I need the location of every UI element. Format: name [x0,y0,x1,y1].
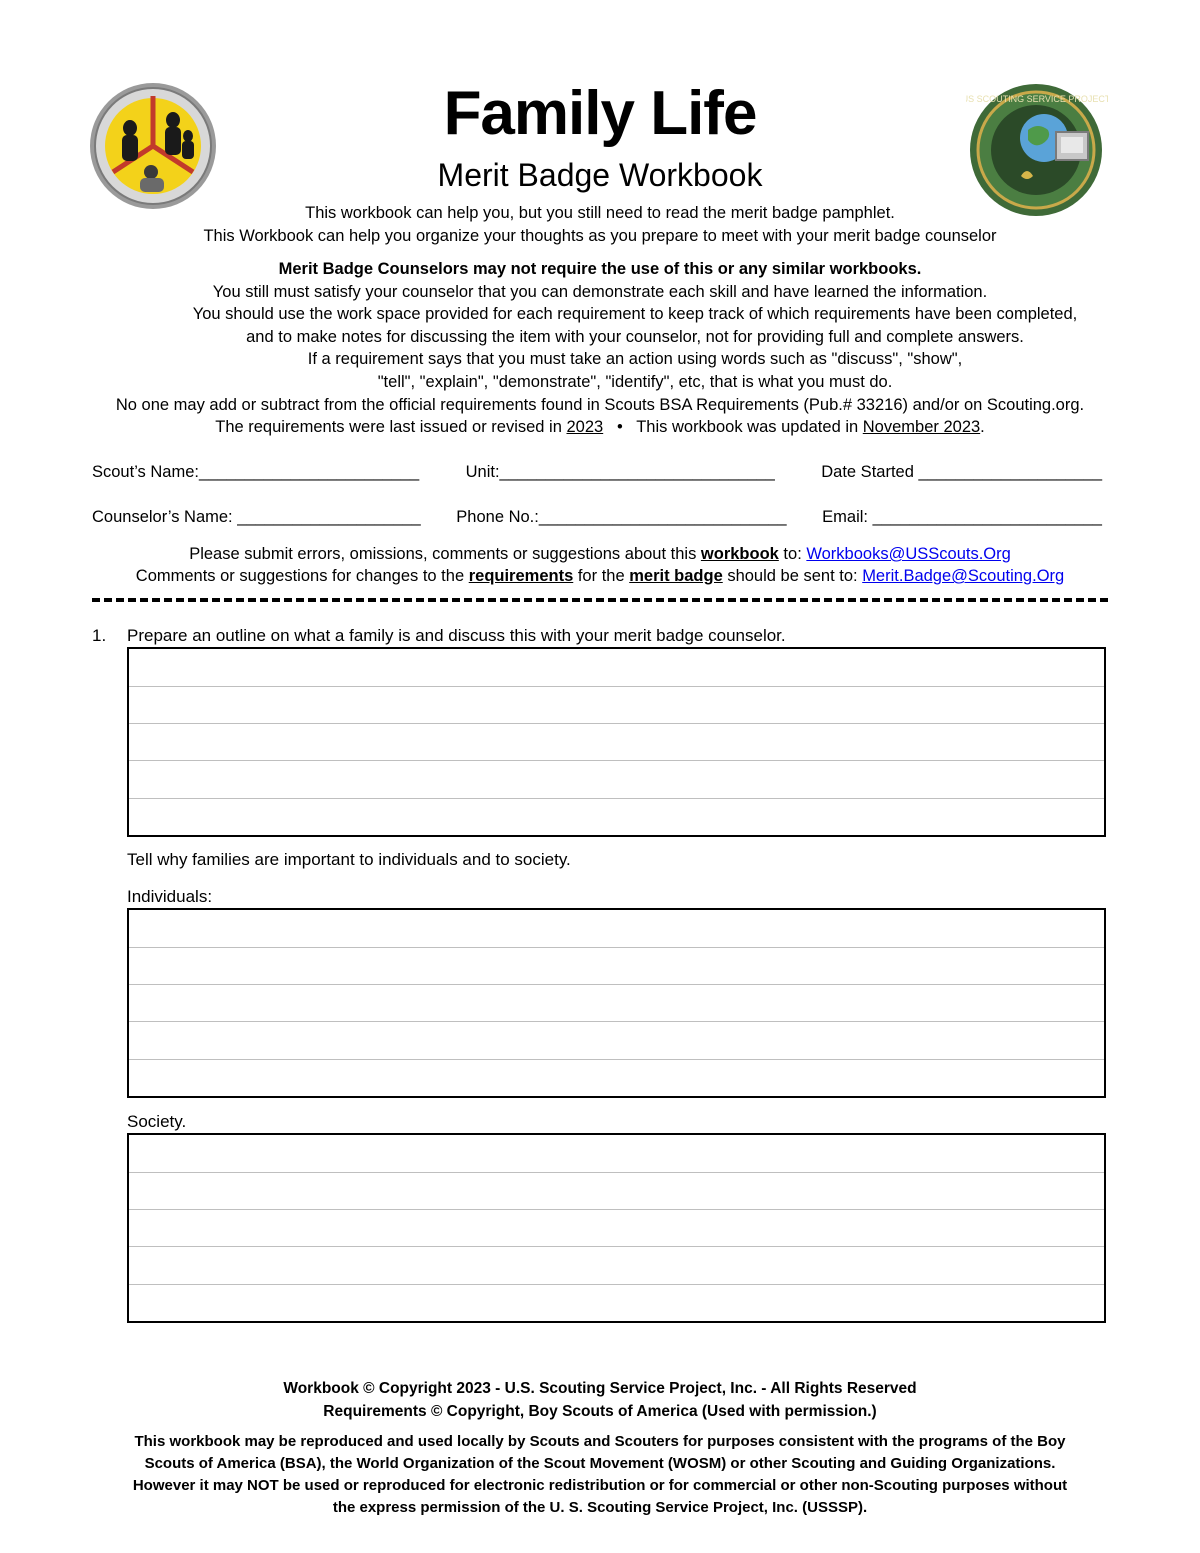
workbooks-email-link[interactable]: Workbooks@USScouts.Org [806,545,1011,563]
answer-line [129,1059,1104,1060]
submit-line-1 [0,543,1200,566]
intro-line-4: You should use the work space provided for each requirement to keep track of which requirements have been completed, [192,305,1078,323]
requirement-1-text: Prepare an outline on what a family is and discuss this with your merit badge counselor. [127,626,786,645]
intro-bold-line: Merit Badge Counselors may not require the use of this or any similar workbooks. [278,260,922,278]
answer-line [129,723,1104,724]
submit-text-1: Please submit errors, omissions, comments or suggestions about this [189,545,701,563]
scout-info-row [92,463,1102,482]
unit-field[interactable]: Unit:______________________________ [465,463,775,481]
tell-why-prompt: Tell why families are important to individuals and to society. [127,850,571,869]
usssp-logo-text: US SCOUTING SERVICE PROJECT [966,94,1108,104]
intro-line-5: and to make notes for discussing the item with your counselor, not for providing full and complete answers. [246,328,1024,346]
intro-line-2: This Workbook can help you organize your thoughts as you prepare to meet with your merit badge counselor [203,227,997,245]
outline-answer-box[interactable] [127,647,1106,837]
merit-badge-email-link[interactable]: Merit.Badge@Scouting.Org [862,567,1065,585]
updated-date: November 2023 [862,418,981,436]
submit-text-3: Comments or suggestions for changes to the [135,567,469,585]
footer-license-1: This workbook may be reproduced and used locally by Scouts and Scouters for purposes consistent with the programs of the Boy [134,1433,1066,1450]
updated-prefix: This workbook was updated in [636,418,863,436]
workbook-word: workbook [700,545,779,563]
answer-line [129,1209,1104,1210]
society-label: Society. [127,1112,187,1131]
updated-suffix: . [980,418,985,436]
intro-line-3: You still must satisfy your counselor that you can demonstrate each skill and have learned the information. [212,283,988,301]
bullet-separator: • [616,418,623,436]
answer-line [129,947,1104,948]
answer-line [129,760,1104,761]
counselor-info-row [92,508,1102,527]
requirement-1-number: 1. [92,626,107,645]
intro-line-6: If a requirement says that you must take an action using words such as "discuss", "show", [307,350,963,368]
answer-line [129,1284,1104,1285]
submit-text-5: should be sent to: [722,567,863,585]
phone-field[interactable]: Phone No.:___________________________ [456,508,787,526]
answer-line [129,1021,1104,1022]
merit-badge-word: merit badge [629,567,723,585]
footer-copyright-requirements: Requirements © Copyright, Boy Scouts of America (Used with permission.) [323,1403,877,1420]
date-started-field[interactable]: Date Started ____________________ [821,463,1102,481]
society-answer-box[interactable] [127,1133,1106,1323]
individuals-label: Individuals: [127,887,213,906]
intro-line-7: "tell", "explain", "demonstrate", "identify", etc, that is what you must do. [377,373,893,391]
requirements-word: requirements [468,567,574,585]
intro-line-8: No one may add or subtract from the official requirements found in Scouts BSA Requirements (Pub.# 33216) and/or on Scouting.org. [115,396,1085,414]
revised-year: 2023 [566,418,604,436]
revised-prefix: The requirements were last issued or revised in [215,418,567,436]
answer-line [129,686,1104,687]
footer-license-2: Scouts of America (BSA), the World Organization of the Scout Movement (WOSM) or other Scouting and Guiding Organizations. [144,1455,1056,1472]
footer-copyright-workbook: Workbook © Copyright 2023 - U.S. Scouting Service Project, Inc. - All Rights Reserved [283,1380,917,1397]
footer-license-3: However it may NOT be used or reproduced for electronic redistribution or for commercial or other non-Scouting purposes without [132,1477,1068,1494]
answer-line [129,1246,1104,1247]
email-field[interactable]: Email: _________________________ [822,508,1102,526]
page-subtitle: Merit Badge Workbook [437,157,763,193]
intro-line-1: This workbook can help you, but you still need to read the merit badge pamphlet. [305,204,895,222]
submit-line-2 [0,565,1200,588]
answer-line [129,798,1104,799]
submit-text-2: to: [778,545,807,563]
scout-name-field[interactable]: Scout’s Name:________________________ [92,463,420,481]
answer-line [129,984,1104,985]
section-divider [92,598,1108,602]
answer-line [129,1172,1104,1173]
individuals-answer-box[interactable] [127,908,1106,1098]
footer-license-4: the express permission of the U. S. Scouting Service Project, Inc. (USSSP). [332,1499,868,1516]
page-title: Family Life [443,79,757,148]
revision-line [0,416,1200,439]
counselor-name-field[interactable]: Counselor’s Name: ____________________ [92,508,421,526]
submit-text-4: for the [573,567,630,585]
